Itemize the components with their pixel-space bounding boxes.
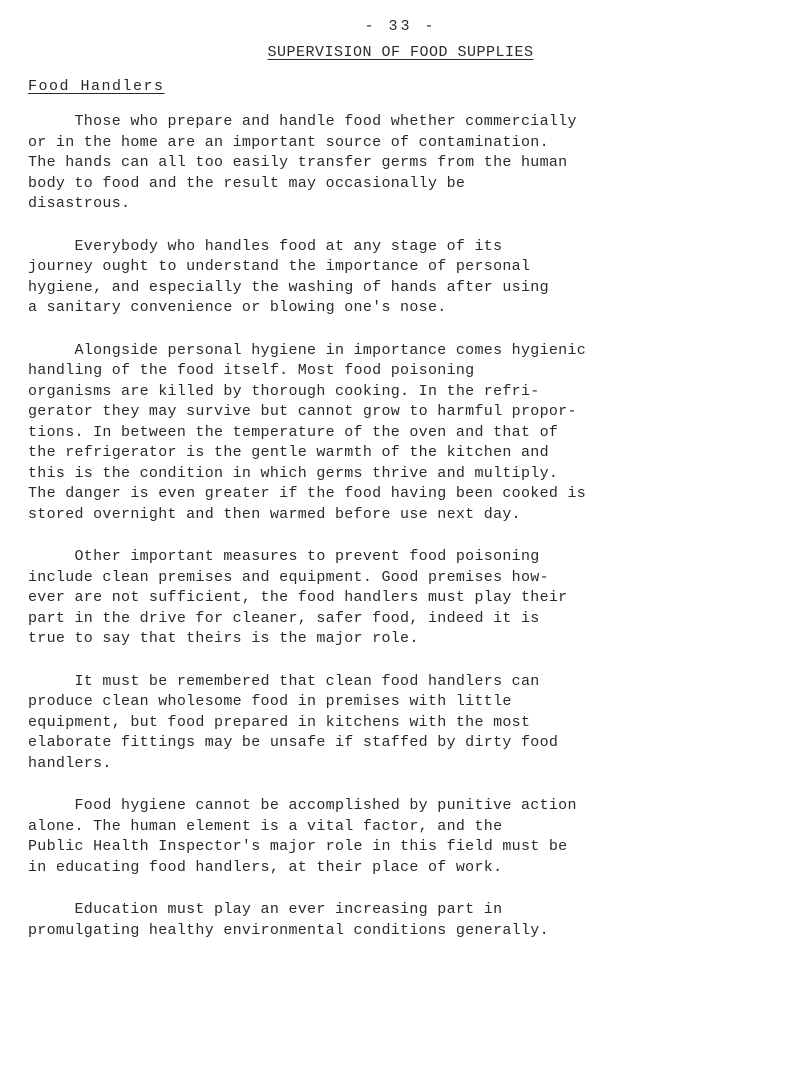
text-line: in educating food handlers, at their place of work. [28, 858, 503, 876]
paragraph [28, 900, 788, 941]
text-line: alone. The human element is a vital factor, and the [28, 817, 503, 835]
page-number: - 33 - [364, 18, 437, 35]
paragraph [28, 672, 788, 775]
document-body [28, 112, 788, 963]
text-line: handling of the food itself. Most food poisoning [28, 362, 475, 379]
text-line: It must be remembered that clean food handlers can [28, 672, 540, 690]
text-line: Everybody who handles food at any stage of its [28, 237, 503, 255]
text-line: produce clean wholesome food in premises with little [28, 693, 512, 710]
text-line: equipment, but food prepared in kitchens with the most [28, 713, 531, 731]
text-line: a sanitary convenience or blowing one's nose. [28, 299, 447, 316]
text-line: include clean premises and equipment. Good premises how- [28, 568, 549, 586]
text-line: Those who prepare and handle food whether commercially [28, 113, 577, 130]
text-line: Other important measures to prevent food poisoning [28, 548, 540, 565]
text-line: organisms are killed by thorough cooking. In the refri- [28, 382, 540, 400]
text-line: The danger is even greater if the food having been cooked is [28, 485, 587, 502]
text-line: true to say that theirs is the major role. [28, 630, 419, 647]
paragraph [28, 112, 788, 215]
text-line: tions. In between the temperature of the oven and that of [28, 423, 559, 441]
text-line: The hands can all too easily transfer germs from the human [28, 154, 568, 171]
paragraph [28, 547, 788, 650]
text-line: Food hygiene cannot be accomplished by punitive action [28, 797, 577, 814]
text-line: Public Health Inspector's major role in this field must be [28, 838, 568, 855]
text-line: hygiene, and especially the washing of hands after using [28, 278, 549, 296]
text-line: elaborate fittings may be unsafe if staffed by dirty food [28, 734, 559, 751]
text-line: promulgating healthy environmental conditions generally. [28, 921, 549, 939]
text-line: disastrous. [28, 195, 131, 212]
text-line: body to food and the result may occasionally be [28, 174, 466, 192]
text-line: journey ought to understand the importance of personal [28, 258, 531, 275]
paragraph [28, 341, 788, 526]
section-heading: Food Handlers [28, 78, 165, 95]
text-line: this is the condition in which germs thrive and multiply. [28, 464, 559, 482]
text-line: or in the home are an important source of contamination. [28, 133, 549, 151]
text-line: gerator they may survive but cannot grow to harmful propor- [28, 403, 577, 420]
text-line: the refrigerator is the gentle warmth of the kitchen and [28, 444, 549, 461]
document-title: SUPERVISION OF FOOD SUPPLIES [267, 44, 534, 61]
text-line: ever are not sufficient, the food handlers must play their [28, 589, 568, 606]
text-line: part in the drive for cleaner, safer food, indeed it is [28, 609, 540, 627]
paragraph [28, 237, 788, 319]
paragraph [28, 796, 788, 878]
text-line: handlers. [28, 754, 112, 772]
text-line: Education must play an ever increasing part in [28, 901, 503, 918]
text-line: stored overnight and then warmed before use next day. [28, 505, 521, 523]
text-line: Alongside personal hygiene in importance comes hygienic [28, 341, 587, 359]
